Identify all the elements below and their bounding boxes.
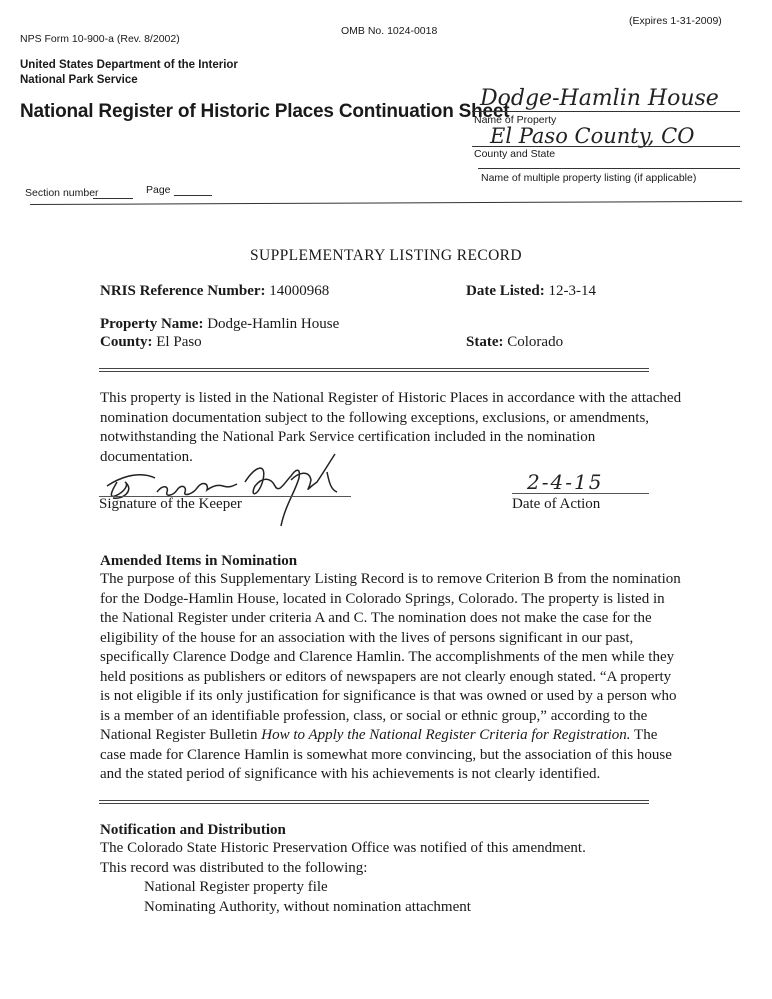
expiration-date: (Expires 1-31-2009) <box>629 15 722 27</box>
amended-heading: Amended Items in Nomination <box>100 553 298 569</box>
bulletin-suffix: The <box>630 727 658 743</box>
notification-line: The Colorado State Historic Preservation Office was notified of this amendment. <box>100 840 586 856</box>
amended-line: the National Register under criteria A and C. The nomination does not make the case for the <box>100 610 652 626</box>
statement-line: notwithstanding the National Park Service certification included in the nomination <box>100 429 596 445</box>
bulletin-prefix: National Register Bulletin <box>100 727 262 743</box>
county-state-label: County and State <box>474 148 556 160</box>
date-listed-label: Date Listed: <box>466 283 545 299</box>
amended-line: specifically Clarence Dodge and Clarence Hamlin. The accomplishments of the men while they <box>100 649 675 665</box>
signature-label: Signature of the Keeper <box>99 496 242 512</box>
property-name <box>100 316 339 333</box>
keeper-signature-graphic <box>95 452 355 532</box>
state <box>466 334 563 351</box>
county <box>100 334 202 351</box>
multiple-listing-label: Name of multiple property listing (if applicable) <box>481 172 697 184</box>
date-listed-value: 12-3-14 <box>548 283 596 299</box>
amended-line: is not eligible if its only justification for significance is that was owned or used by a person who <box>100 688 677 704</box>
amended-line: case made for Clarence Hamlin is somewhat more convincing, but the association of this house <box>100 746 672 763</box>
multiple-listing-rule <box>478 168 740 169</box>
state-value: Colorado <box>507 334 564 350</box>
recipient-item: Nominating Authority, without nomination attachment <box>144 898 471 915</box>
amended-line: held positions as publishers or editors of newspapers are not clearly enough stated. “A property <box>100 668 672 685</box>
notification-heading: Notification and Distribution <box>100 822 286 838</box>
section-number-blank <box>93 198 133 199</box>
amended-line-bulletin <box>100 726 740 746</box>
record-heading: SUPPLEMENTARY LISTING RECORD <box>249 247 523 264</box>
property-name-handwritten: Dodge-Hamlin House <box>480 86 719 111</box>
statement-line: nomination documentation subject to the following exceptions, exclusions, or amendments, <box>100 409 650 426</box>
header-divider <box>30 201 742 205</box>
agency-department: United States Department of the Interior <box>20 59 238 71</box>
page-blank <box>174 195 212 196</box>
nris-reference <box>100 283 329 300</box>
nris-value: 14000968 <box>269 283 330 299</box>
property-name-label: Name of Property <box>474 114 557 126</box>
date-rule <box>512 493 649 494</box>
state-label: State: <box>466 334 504 350</box>
section-number-label: Section number <box>25 187 99 199</box>
agency-block <box>20 58 238 88</box>
recipient-item: National Register property file <box>144 879 328 895</box>
page-title: National Register of Historic Places Continuation Sheet <box>20 101 510 122</box>
property-name-rule <box>472 111 740 112</box>
property-name-field-label: Property Name: <box>100 316 204 332</box>
notification-line: This record was distributed to the following: <box>100 859 368 876</box>
divider-double-1 <box>99 368 649 372</box>
bulletin-title: How to Apply the National Register Criteria for Registration. <box>261 727 631 743</box>
statement-line: documentation. <box>100 448 193 465</box>
amended-line: and the stated period of significance with his achievements is not clearly identified. <box>100 766 601 782</box>
county-label: County: <box>100 334 153 350</box>
date-of-action-label: Date of Action <box>512 496 601 512</box>
county-state-handwritten: El Paso County, CO <box>490 124 695 148</box>
date-listed <box>466 283 596 300</box>
page-label: Page <box>146 184 171 196</box>
form-number: NPS Form 10-900-a (Rev. 8/2002) <box>20 33 180 45</box>
nris-label: NRIS Reference Number: <box>100 283 266 299</box>
county-value: El Paso <box>156 334 202 350</box>
divider-double-2 <box>99 800 649 804</box>
amended-text <box>100 570 740 785</box>
statement-line: This property is listed in the National Register of Historic Places in accordance with the attached <box>100 390 682 406</box>
amended-line: for the Dodge-Hamlin House, located in Colorado Springs, Colorado. The property is listed in <box>100 590 665 607</box>
property-name-field-value: Dodge-Hamlin House <box>207 316 340 332</box>
agency-service: National Park Service <box>20 74 138 86</box>
date-of-action-handwritten: 2-4-15 <box>527 470 604 494</box>
amended-line: is a member of an identifiable profession, class, or social or ethnic group,” according to the <box>100 707 648 724</box>
omb-number: OMB No. 1024-0018 <box>341 25 438 37</box>
county-state-rule <box>472 146 740 147</box>
amended-line: The purpose of this Supplementary Listing Record is to remove Criterion B from the nomination <box>100 571 681 587</box>
amended-line: eligibility of the house for an association with the lives of persons significant in our past, <box>100 629 634 646</box>
notification-text <box>100 839 586 917</box>
